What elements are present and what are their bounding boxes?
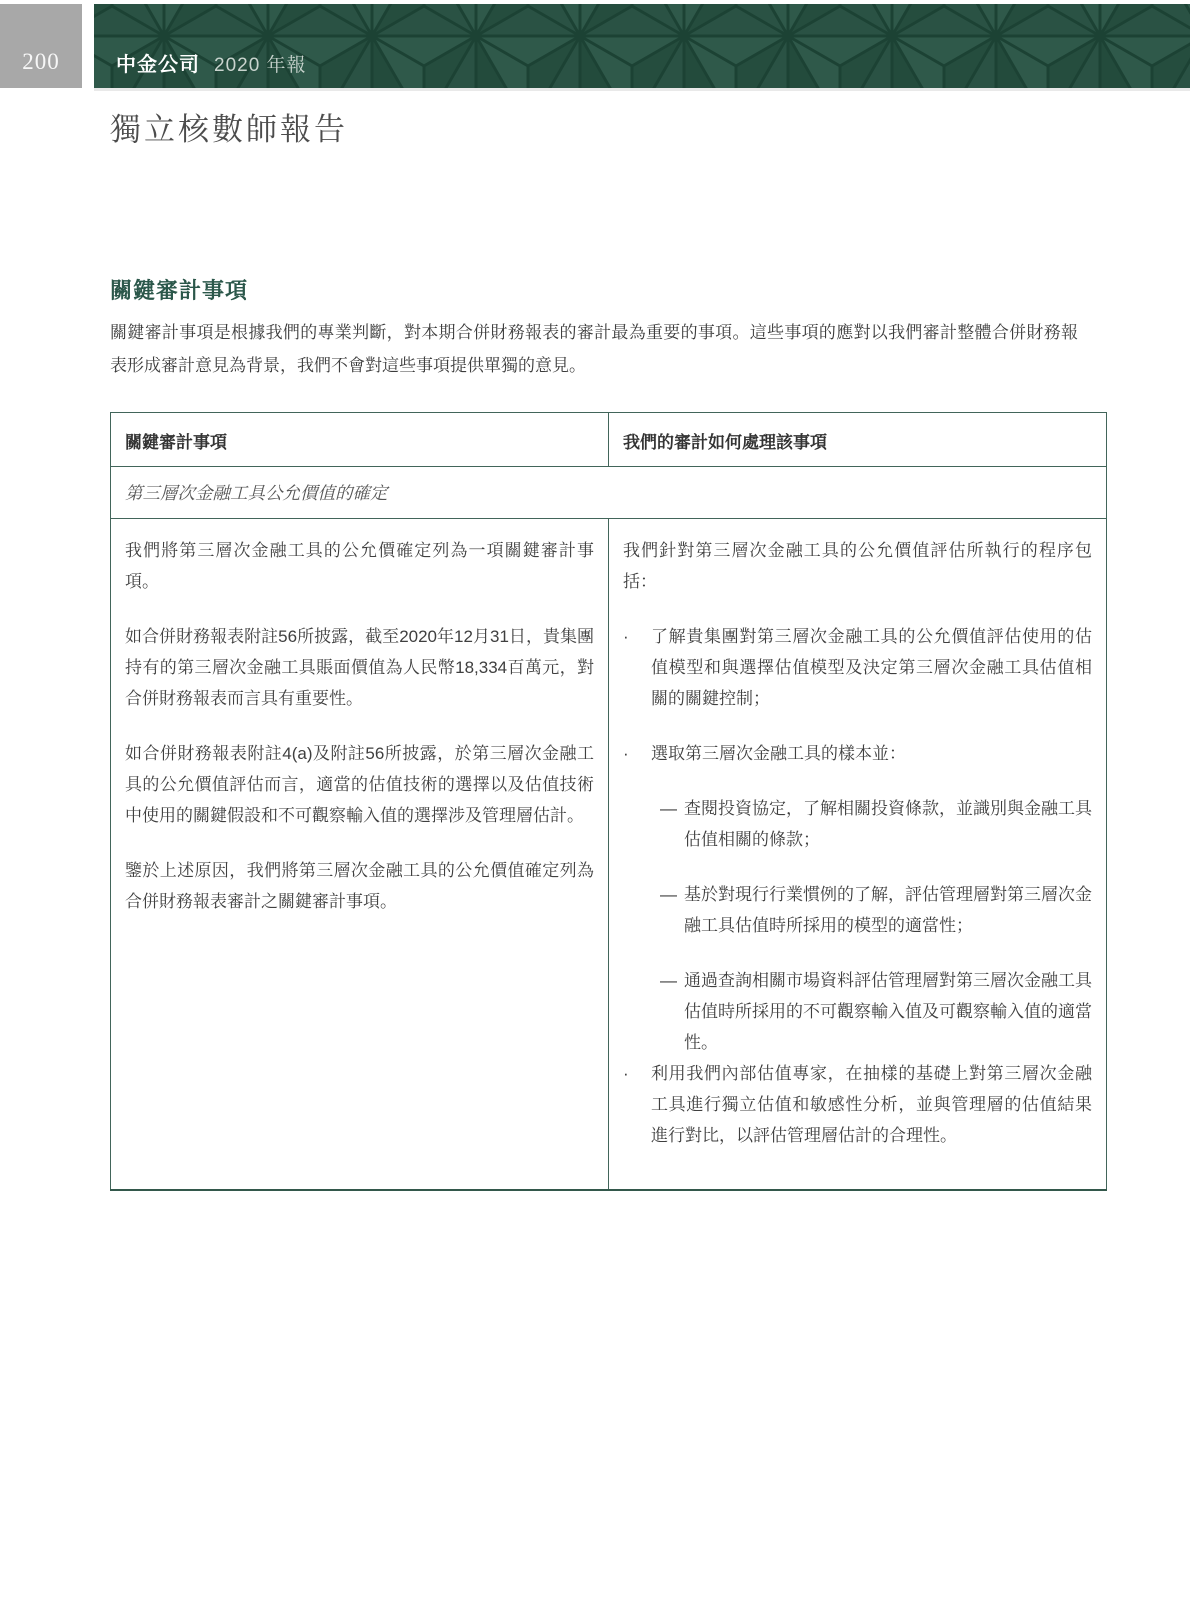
bullet-text: 利用我們內部估值專家，在抽樣的基礎上對第三層次金融工具進行獨立估值和敏感性分析，並與管理層的估值結果進行對比，以評估管理層估計的合理性。 [651, 1064, 1092, 1145]
bullet-item [623, 738, 1092, 769]
sub-bullet-item [660, 965, 1092, 1058]
header-pattern-band [94, 4, 1190, 91]
bullet-item [623, 1058, 1092, 1151]
sub-bullet-marker: — [660, 799, 677, 818]
paragraph: 如合併財務報表附註4(a)及附註56所披露，於第三層次金融工具的公允價值評估而言，適當的估值技術的選擇以及估值技術中使用的關鍵假設和不可觀察輸入值的選擇涉及管理層估計。 [125, 744, 594, 825]
company-name: 中金公司 [116, 54, 200, 76]
sub-bullet-marker: — [660, 885, 677, 904]
band-text [116, 48, 307, 77]
col-header-right: 我們的審計如何處理該事項 [609, 413, 1107, 467]
sub-bullet-group [660, 793, 1092, 1058]
sub-bullet-text: 基於對現行行業慣例的了解，評估管理層對第三層次金融工具估值時所採用的模型的適當性； [684, 885, 1092, 935]
table-header-row [111, 413, 1107, 467]
report-year: 2020 年報 [214, 55, 307, 76]
kam-left-cell [111, 519, 609, 1191]
paragraph: 如合併財務報表附註56所披露，截至2020年12月31日，貴集團持有的第三層次金融工具賬面價值為人民幣18,334百萬元，對合併財務報表而言具有重要性。 [125, 627, 594, 708]
page-number: 200 [22, 49, 60, 74]
bullet-text: 了解貴集團對第三層次金融工具的公允價值評估使用的估值模型和與選擇估值模型及決定第三層次金融工具估值相關的關鍵控制； [651, 627, 1092, 708]
bullet-marker: · [623, 1064, 629, 1083]
col-header-left: 關鍵審計事項 [111, 413, 609, 467]
paragraph: 我們針對第三層次金融工具的公允價值評估所執行的程序包括： [623, 541, 1092, 591]
page-title: 獨立核數師報告 [110, 112, 348, 147]
section-intro: 關鍵審計事項是根據我們的專業判斷，對本期合併財務報表的審計最為重要的事項。這些事項的應對以我們審計整體合併財務報表形成審計意見為背景，我們不會對這些事項提供單獨的意見。 [110, 323, 1078, 375]
sub-bullet-text: 查閱投資協定，了解相關投資條款，並識別與金融工具估值相關的條款； [684, 799, 1092, 849]
bullet-item [623, 621, 1092, 714]
page-number-box [0, 4, 82, 88]
table-subheader: 第三層次金融工具公允價值的確定 [111, 467, 1107, 519]
paragraph: 我們將第三層次金融工具的公允價確定列為一項關鍵審計事項。 [125, 541, 594, 591]
sub-bullet-marker: — [660, 971, 677, 990]
sub-bullet-item [660, 793, 1092, 855]
bullet-marker: · [623, 744, 629, 763]
kam-right-cell [609, 519, 1107, 1191]
bullet-marker: · [623, 627, 629, 646]
section-heading: 關鍵審計事項 [110, 278, 249, 303]
paragraph: 鑒於上述原因，我們將第三層次金融工具的公允價值確定列為合併財務報表審計之關鍵審計事項。 [125, 861, 594, 911]
table-subheader-row [111, 467, 1107, 519]
bullet-text: 選取第三層次金融工具的樣本並： [651, 744, 906, 763]
table-body-row [111, 519, 1107, 1191]
sub-bullet-text: 通過查詢相關市場資料評估管理層對第三層次金融工具估值時所採用的不可觀察輸入值及可觀察輸入值的適當性。 [684, 971, 1092, 1052]
sub-bullet-item [660, 879, 1092, 941]
kam-table [110, 412, 1107, 1191]
